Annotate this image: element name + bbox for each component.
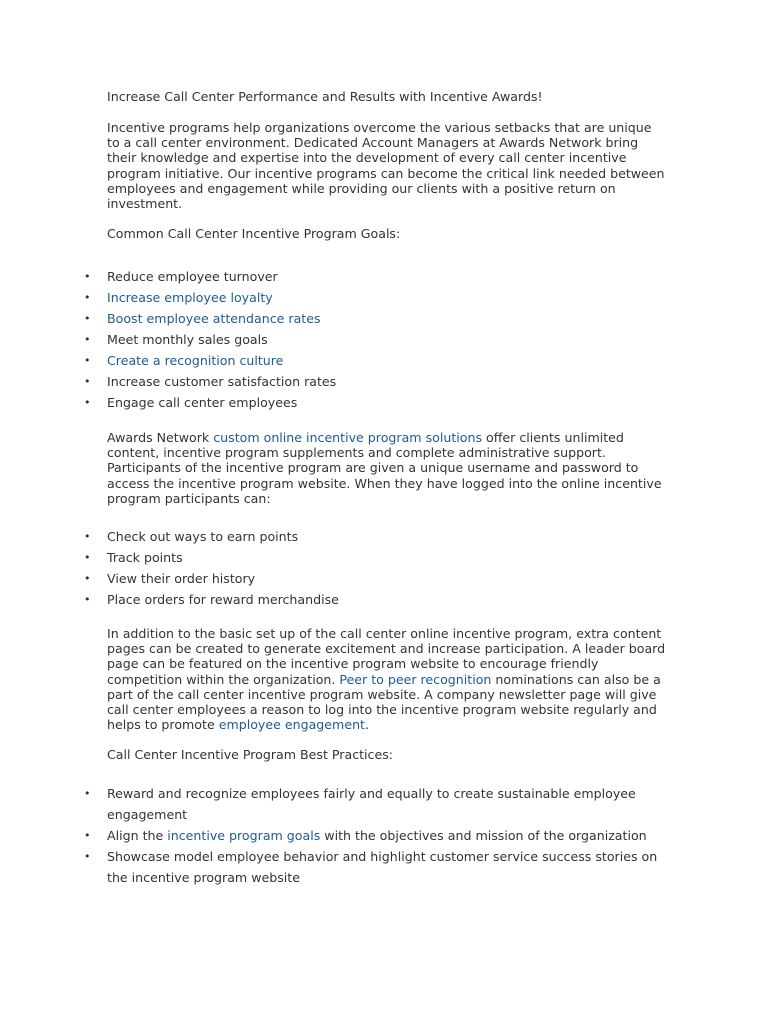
list-item[interactable] <box>0 308 768 329</box>
goal-text: Increase customer satisfaction rates <box>107 374 337 389</box>
addition-text-1: In addition to the basic set up of the call center online incentive program, extra content pages can be created to generate excitement and increase participation. A leader board page can be featured on the incentive program website to encourage friendly competition within the organization. <box>107 626 666 687</box>
network-paragraph <box>107 430 667 506</box>
list-item <box>0 783 667 825</box>
addition-text-2: nominations can also be a part of the call center incentive program website. A company newsletter page will give call center employees a reason to log into the incentive program website regularly and helps to promote <box>107 671 661 733</box>
list-item <box>0 547 768 568</box>
network-text-after: offer clients unlimited content, incentive program supplements and complete administrative support. Participants of the incentive program are given a unique username and password to access the incentive program website. When they have logged into the online incentive program participants can: <box>107 430 662 506</box>
action-text: Track points <box>107 550 183 565</box>
practice-text-after: with the objectives and mission of the organization <box>320 828 647 843</box>
bullet-icon: • <box>84 333 91 346</box>
list-item <box>0 589 768 610</box>
list-item <box>0 329 768 350</box>
goals-heading: Common Call Center Incentive Program Goals: <box>107 226 401 241</box>
list-item[interactable] <box>0 825 667 846</box>
best-practices-heading: Call Center Incentive Program Best Practices: <box>107 747 394 762</box>
goal-link-attendance-rates[interactable]: Boost employee attendance rates <box>107 311 321 326</box>
list-item <box>0 846 667 888</box>
bullet-icon: • <box>84 850 91 863</box>
practice-text-before: Align the <box>107 828 168 843</box>
best-practices-list <box>0 783 768 888</box>
bullet-icon: • <box>84 312 91 325</box>
bullet-icon: • <box>84 787 91 800</box>
bullet-icon: • <box>84 572 91 585</box>
list-item <box>0 371 768 392</box>
action-text: View their order history <box>107 571 256 586</box>
peer-recognition-link[interactable]: Peer to peer recognition <box>339 671 492 687</box>
goal-text: Engage call center employees <box>107 395 298 410</box>
addition-paragraph <box>107 626 667 732</box>
list-item <box>0 392 768 413</box>
goal-link-employee-loyalty[interactable]: Increase employee loyalty <box>107 290 273 305</box>
list-item[interactable] <box>0 287 768 308</box>
page-title: Increase Call Center Performance and Results with Incentive Awards! <box>107 89 543 104</box>
bullet-icon: • <box>84 396 91 409</box>
bullet-icon: • <box>84 270 91 283</box>
goals-list <box>0 266 768 413</box>
practice-text: Reward and recognize employees fairly and equally to create sustainable employee engagement <box>107 786 636 822</box>
network-text-before: Awards Network <box>107 430 214 445</box>
bullet-icon: • <box>84 551 91 564</box>
action-text: Place orders for reward merchandise <box>107 592 339 607</box>
employee-engagement-link[interactable]: employee engagement <box>218 717 365 733</box>
list-item <box>0 568 768 589</box>
list-item <box>0 526 768 547</box>
incentive-goals-link[interactable]: incentive program goals <box>167 828 321 843</box>
bullet-icon: • <box>84 291 91 304</box>
custom-solutions-link[interactable]: custom online incentive program solutions <box>213 430 483 445</box>
list-item <box>0 266 768 287</box>
bullet-icon: • <box>84 530 91 543</box>
intro-paragraph: Incentive programs help organizations overcome the various setbacks that are unique to a call center environment. Dedicated Account Managers at Awards Network bring their knowledge and expertise into the development of every call center incentive program initiative. Our incentive programs can become the critical link needed between employees and engagement while providing our clients with a positive return on investment. <box>107 120 665 212</box>
goal-link-recognition-culture[interactable]: Create a recognition culture <box>107 353 284 368</box>
practice-text: Showcase model employee behavior and highlight customer service success stories on the incentive program website <box>107 849 658 885</box>
goal-text: Meet monthly sales goals <box>107 332 268 347</box>
bullet-icon: • <box>84 375 91 388</box>
addition-text-3: . <box>365 717 370 733</box>
bullet-icon: • <box>84 829 91 842</box>
list-item[interactable] <box>0 350 768 371</box>
bullet-icon: • <box>84 354 91 367</box>
action-text: Check out ways to earn points <box>107 529 299 544</box>
participant-actions-list <box>0 526 768 610</box>
bullet-icon: • <box>84 593 91 606</box>
goal-text: Reduce employee turnover <box>107 269 278 284</box>
